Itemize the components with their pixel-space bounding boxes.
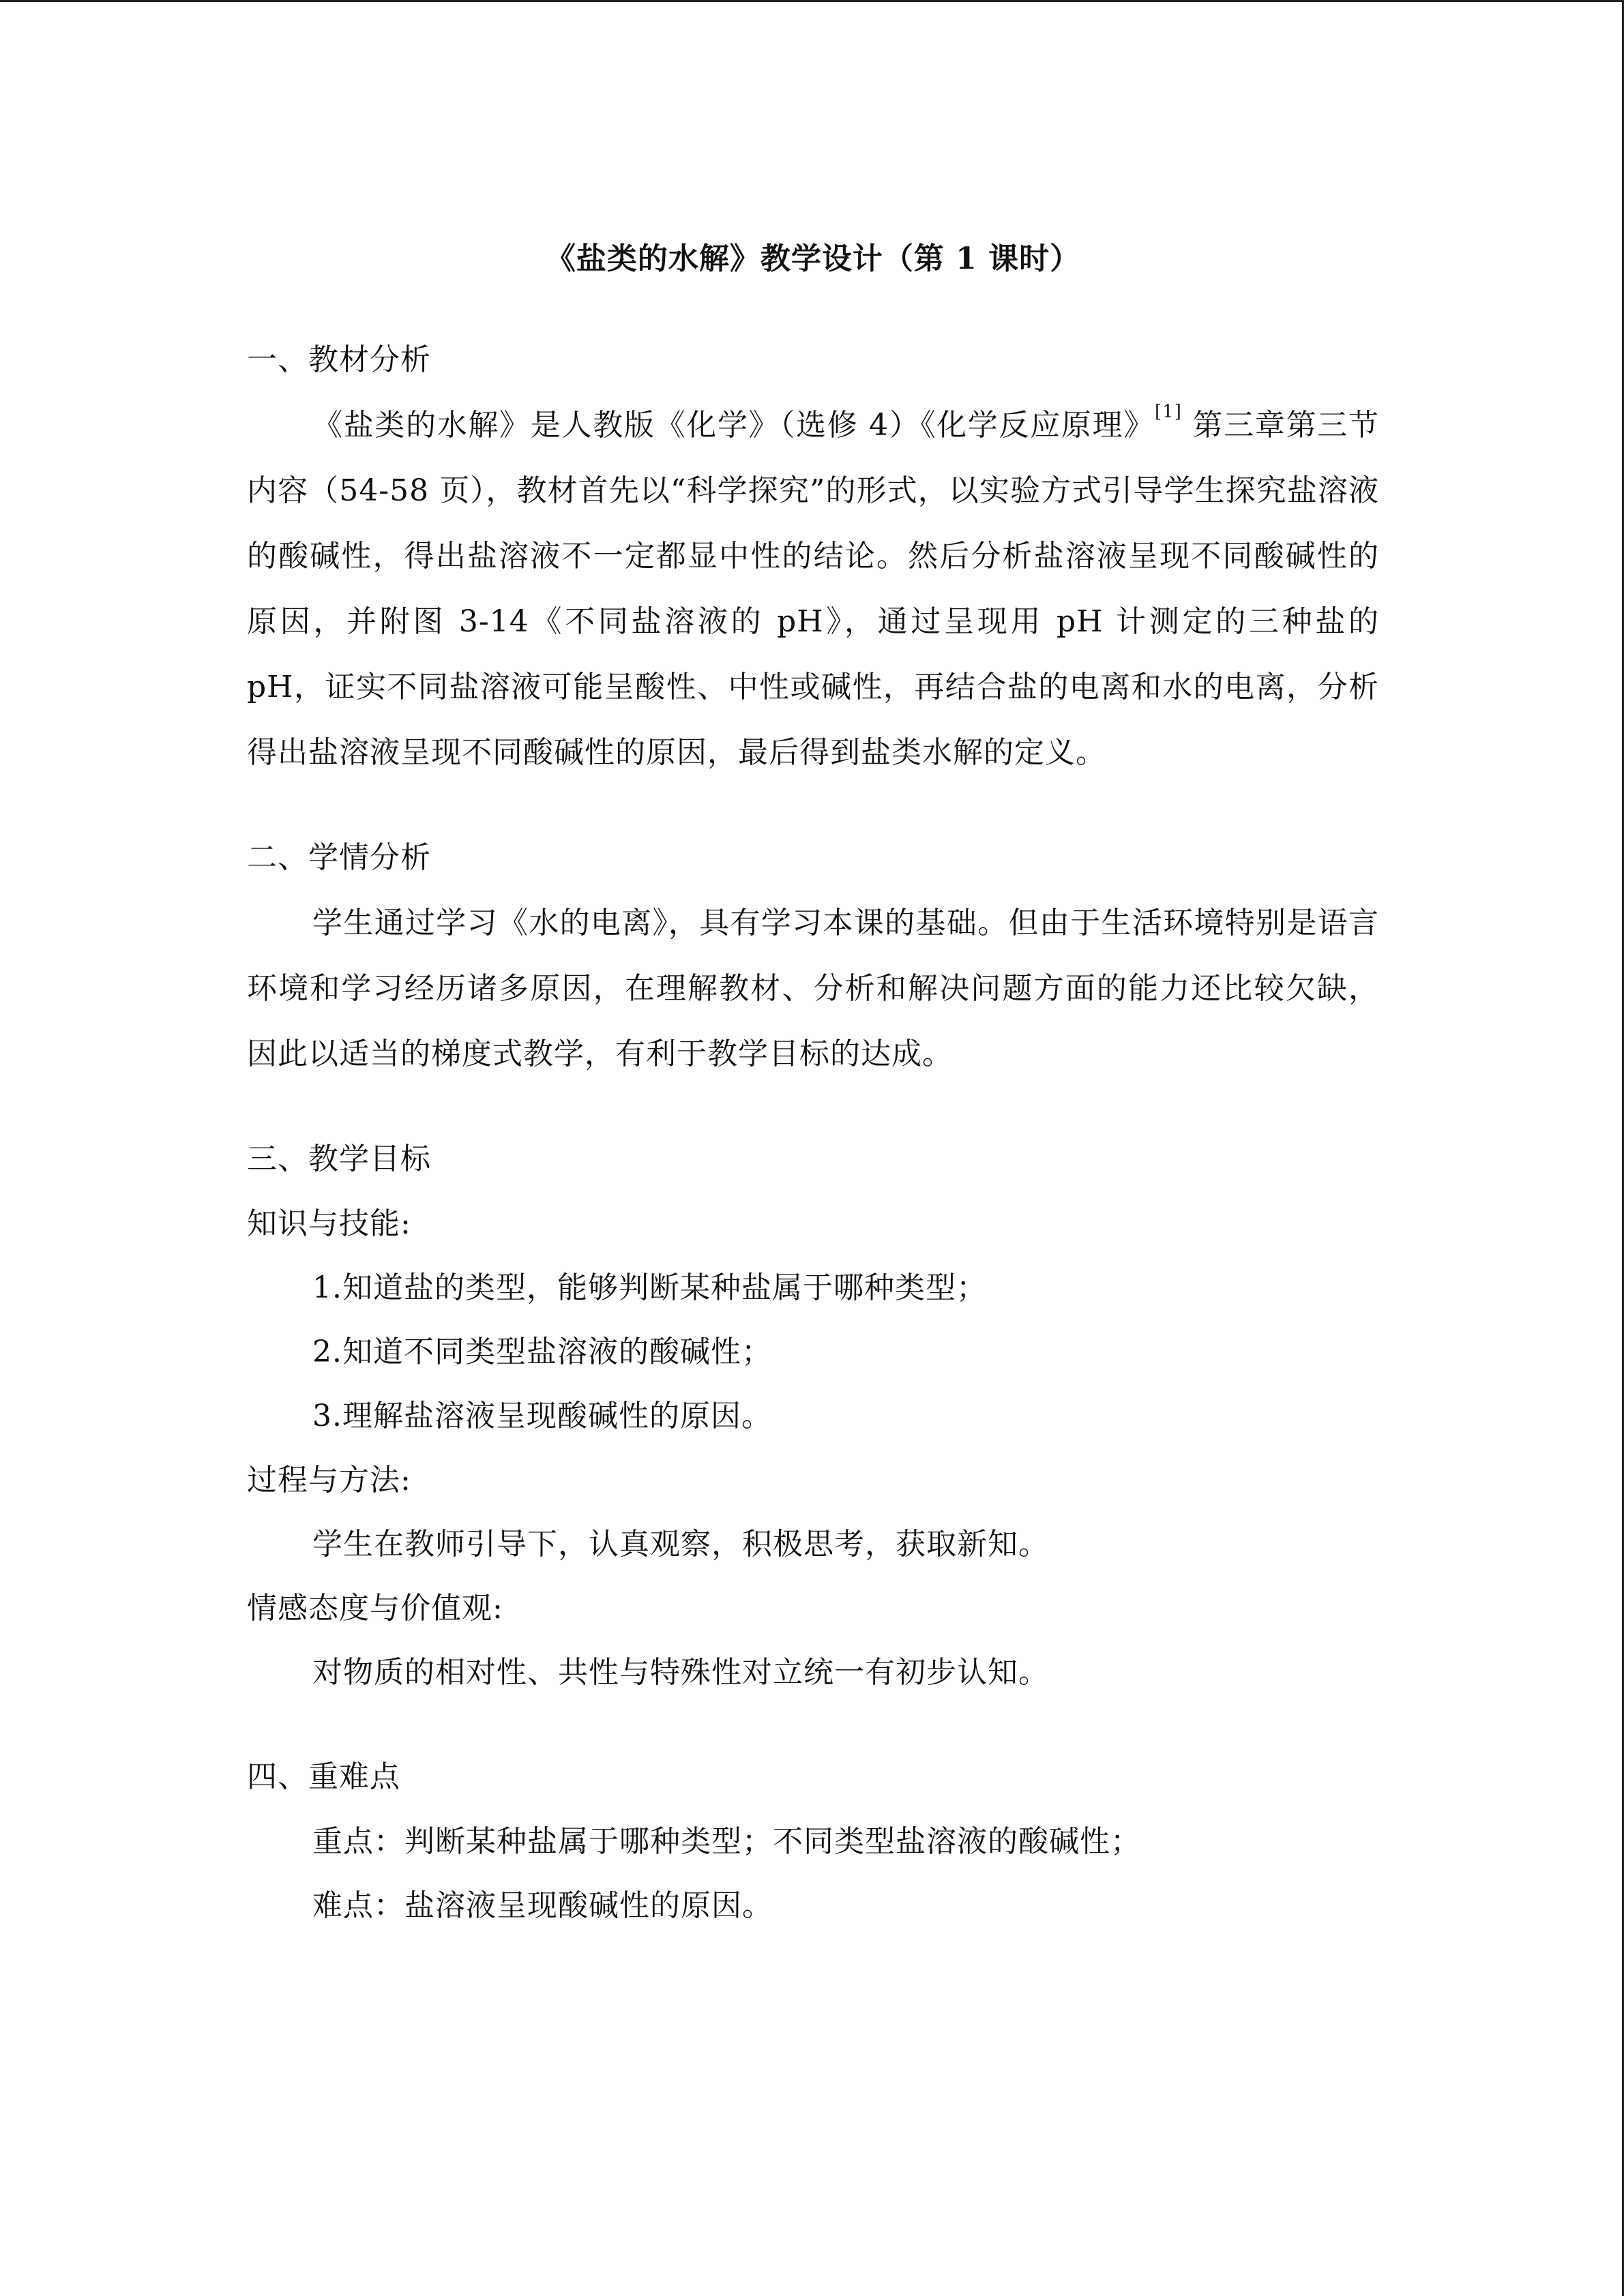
section-teaching-goals <box>247 1127 1379 1705</box>
emotion-values-text: 对物质的相对性、共性与特殊性对立统一有初步认知。 <box>312 1655 1049 1690</box>
section-heading: 一、教材分析 <box>247 342 431 377</box>
process-method-text: 学生在教师引导下，认真观察，积极思考，获取新知。 <box>312 1527 1049 1562</box>
key-point: 重点：判断某种盐属于哪种类型；不同类型盐溶液的酸碱性； <box>312 1824 1141 1859</box>
knowledge-item: 3.理解盐溶液呈现酸碱性的原因。 <box>312 1399 772 1433</box>
section-heading: 四、重难点 <box>247 1759 400 1794</box>
document-title: 《盐类的水解》教学设计（第 1 课时） <box>545 241 1081 276</box>
section-student-analysis <box>247 825 1379 1087</box>
emotion-values-label: 情感态度与价值观: <box>247 1591 503 1626</box>
difficult-point: 难点：盐溶液呈现酸碱性的原因。 <box>312 1888 773 1923</box>
knowledge-item: 2.知道不同类型盐溶液的酸碱性； <box>312 1335 772 1369</box>
textbook-analysis-paragraph <box>247 393 1379 786</box>
knowledge-skills-label: 知识与技能: <box>247 1206 411 1241</box>
section-heading: 二、学情分析 <box>247 840 431 875</box>
student-analysis-paragraph: 学生通过学习《水的电离》，具有学习本课的基础。但由于生活环境特别是语言环境和学习经历诸多原因，在理解教材、分析和解决问题方面的能力还比较欠缺，因此以适当的梯度式教学，有利于教学目标的达成。 <box>247 906 1379 1071</box>
knowledge-item: 1.知道盐的类型，能够判断某种盐属于哪种类型； <box>312 1270 987 1305</box>
process-method-label: 过程与方法: <box>247 1463 411 1497</box>
section-heading: 三、教学目标 <box>247 1142 431 1176</box>
paragraph-text: 《盐类的水解》是人教版《化学》（选修 4）《化学反应原理》 <box>312 408 1155 443</box>
citation-ref: [1] <box>1155 402 1182 422</box>
document-body <box>247 239 1379 1978</box>
paragraph-text: 第三章第三节内容（54-58 页），教材首先以“科学探究”的形式，以实验方式引导学生探究盐溶液的酸碱性，得出盐溶液不一定都显中性的结论。然后分析盐溶液呈现不同酸碱性的原因，并附图 3-14《不同盐溶液的 pH》，通过呈现用 pH 计测定的三种盐的 pH，证实不同盐溶液可能呈酸性、中性或碱性，再结合盐的电离和水的电离，分析得出盐溶液呈现不同酸碱性的原因，最后得到盐类水解的定义。 <box>247 408 1379 770</box>
section-textbook-analysis <box>247 327 1379 786</box>
section-key-difficult-points <box>247 1744 1379 1938</box>
